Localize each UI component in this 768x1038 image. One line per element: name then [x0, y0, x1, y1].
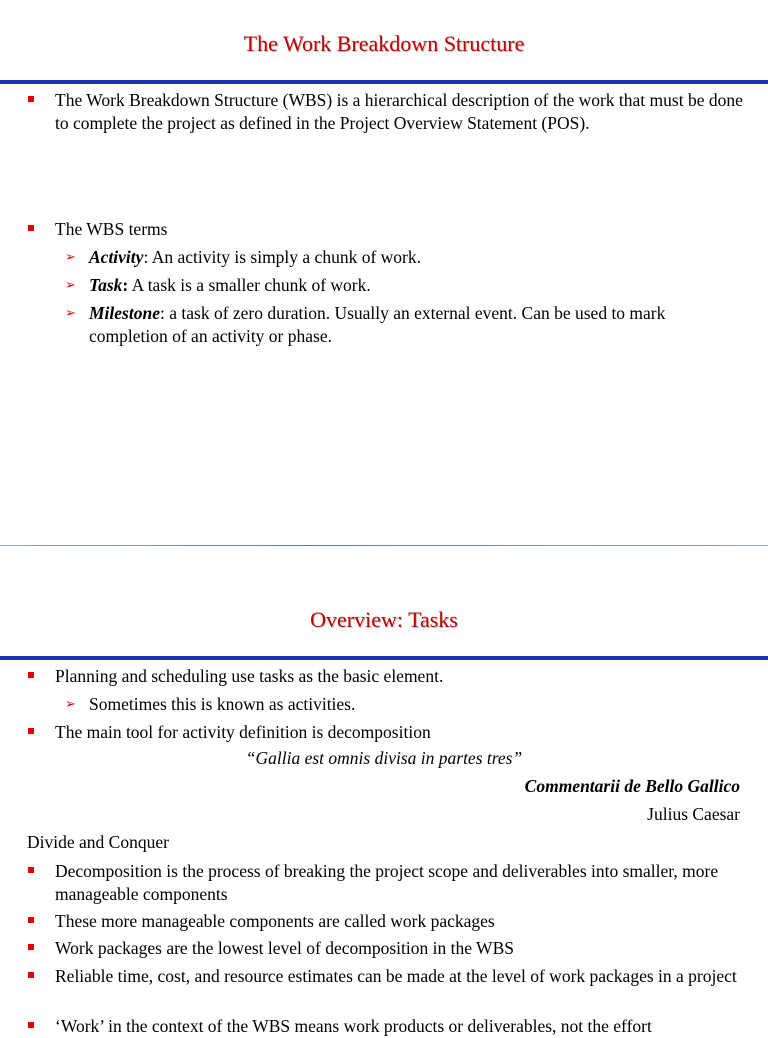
- list-item: [55, 937, 745, 960]
- sub-list-item: [65, 274, 739, 297]
- square-bullet-icon: [28, 944, 34, 950]
- term-label: Milestone: [89, 303, 160, 323]
- slide-title: The Work Breakdown Structure: [243, 31, 525, 56]
- bullet-text: Planning and scheduling use tasks as the basic element.: [55, 666, 444, 686]
- bullet-text: Reliable time, cost, and resource estimates can be made at the level of work packages in a project: [55, 966, 737, 986]
- bullet-text: Decomposition is the process of breaking the project scope and deliverables into smaller, more manageable components: [55, 861, 719, 904]
- term-separator: :: [143, 247, 149, 267]
- term-separator: :: [122, 275, 129, 295]
- square-bullet-icon: [28, 225, 34, 231]
- arrow-bullet-icon: ➢: [65, 277, 76, 292]
- list-item: [55, 1015, 745, 1038]
- bullet-text: ‘Work’ in the context of the WBS means work products or deliverables, not the effort: [55, 1016, 652, 1036]
- bullet-text: Sometimes this is known as activities.: [89, 694, 356, 714]
- bullet-text: The WBS terms: [55, 219, 168, 239]
- square-bullet-icon: [28, 728, 34, 734]
- square-bullet-icon: [28, 867, 34, 873]
- term-definition: An activity is simply a chunk of work.: [148, 247, 421, 267]
- list-item: [55, 721, 745, 744]
- square-bullet-icon: [28, 917, 34, 923]
- sub-list-item: [65, 302, 739, 347]
- arrow-bullet-icon: ➢: [65, 305, 76, 320]
- title-rule: [0, 656, 768, 660]
- list-item: [55, 665, 745, 688]
- list-item: [55, 910, 745, 933]
- square-bullet-icon: [28, 1022, 34, 1028]
- sub-list-item: [65, 246, 739, 269]
- slide-title: Overview: Tasks: [310, 607, 458, 632]
- term-label: Task: [89, 275, 123, 295]
- list-item: [55, 860, 745, 905]
- list-item: [55, 89, 745, 134]
- term-separator: :: [159, 303, 165, 323]
- list-item: [55, 965, 745, 988]
- bullet-text: The main tool for activity definition is decomposition: [55, 722, 431, 742]
- sub-list-item: [65, 693, 739, 716]
- term-definition: a task of zero duration. Usually an external event. Can be used to mark completion of an activity or phase.: [89, 303, 666, 346]
- term-label: Activity: [89, 247, 144, 267]
- list-item: [55, 218, 745, 241]
- section-heading: Divide and Conquer: [27, 832, 169, 852]
- slide-overview-tasks: [0, 545, 768, 1036]
- bullet-text: The Work Breakdown Structure (WBS) is a hierarchical description of the work that must be done to complete the project as defined in the Project Overview Statement (POS).: [55, 90, 743, 133]
- square-bullet-icon: [28, 96, 34, 102]
- quote-source: Commentarii de Bello Gallico: [524, 776, 740, 796]
- square-bullet-icon: [28, 672, 34, 678]
- term-definition: A task is a smaller chunk of work.: [128, 275, 371, 295]
- bullet-text: Work packages are the lowest level of decomposition in the WBS: [55, 938, 514, 958]
- bullet-text: These more manageable components are called work packages: [55, 911, 495, 931]
- latin-quote: “Gallia est omnis divisa in partes tres”: [245, 748, 523, 768]
- title-rule: [0, 80, 768, 84]
- arrow-bullet-icon: ➢: [65, 249, 76, 264]
- quote-author: Julius Caesar: [647, 804, 740, 824]
- square-bullet-icon: [28, 972, 34, 978]
- slide-divider: [0, 545, 768, 546]
- arrow-bullet-icon: ➢: [65, 696, 76, 711]
